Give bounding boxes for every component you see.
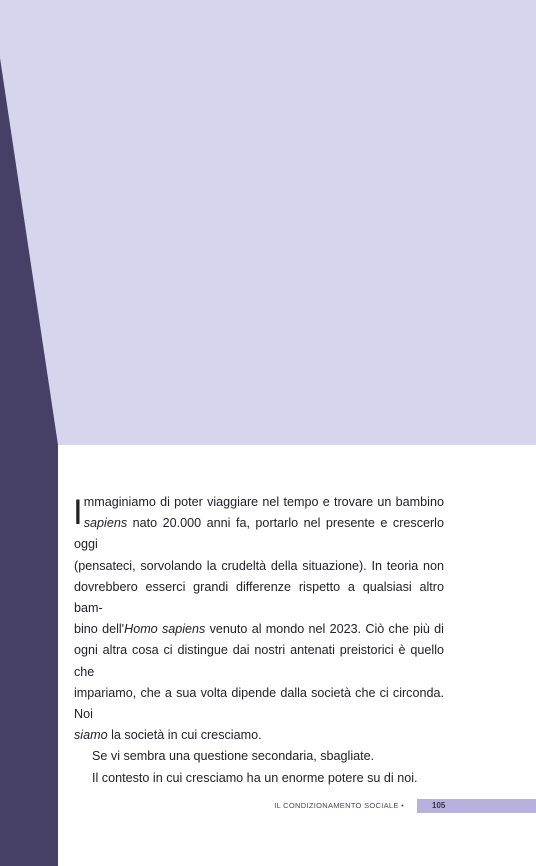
- text-line: dovrebbero esserci grandi differenze rispetto a qualsiasi altro bam-: [74, 579, 444, 616]
- paragraph-1: [74, 492, 444, 746]
- body-text: [74, 492, 444, 789]
- text-line: sapiens nato 20.000 anni fa, portarlo nel presente e crescerlo oggi: [74, 516, 444, 552]
- drop-cap: I: [73, 493, 83, 532]
- text-line: mmaginiamo di poter viaggiare nel tempo e trovare un bambino: [83, 495, 444, 509]
- paragraph-2: Se vi sembra una questione secondaria, sbagliate.: [92, 749, 375, 764]
- paragraph-3: Il contesto in cui cresciamo ha un enorme potere su di noi.: [92, 770, 418, 785]
- italic-term: sapiens: [83, 516, 128, 531]
- text-line: impariamo, che a sua volta dipende dalla società che ci circonda. Noi: [74, 685, 444, 722]
- text-line: siamo la società in cui cresciamo.: [74, 728, 262, 743]
- page-number: 105: [432, 801, 446, 810]
- italic-term: Homo sapiens: [124, 622, 206, 637]
- page-number-bar: [417, 799, 536, 813]
- text-line: ogni altra cosa ci distingue dai nostri antenati preistorici è quello che: [74, 643, 444, 679]
- running-head: IL CONDIZIONAMENTO SOCIALE •: [274, 801, 404, 810]
- italic-term: siamo: [74, 728, 108, 743]
- text-line: bino dell'Homo sapiens venuto al mondo nel 2023. Ciò che più di: [74, 622, 444, 637]
- page-footer: [0, 799, 536, 813]
- text-line: (pensateci, sorvolando la crudeltà della situazione). In teoria non: [74, 558, 444, 573]
